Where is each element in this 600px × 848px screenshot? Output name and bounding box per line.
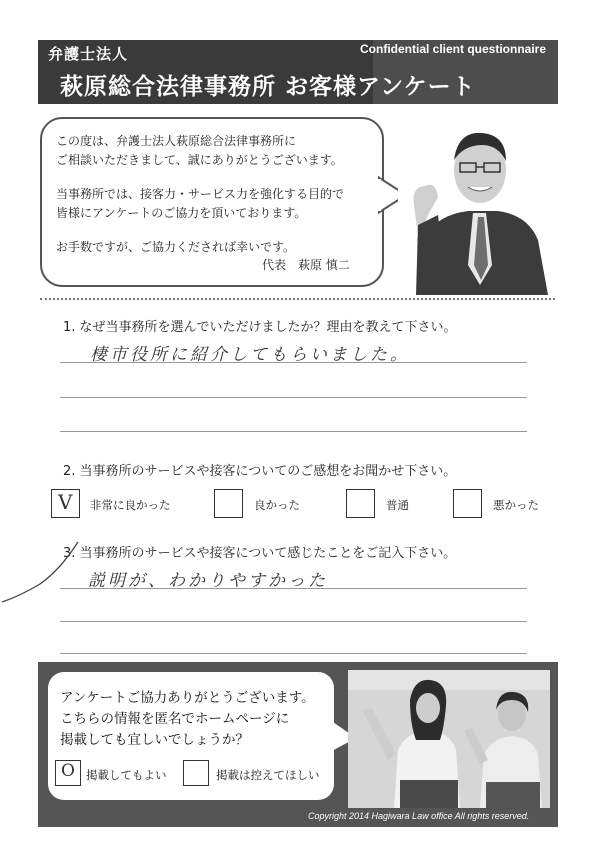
answer-line [60,653,527,654]
option-average-label: 普通 [386,498,409,512]
greeting-line: お手数ですが、ご協力くだされば幸いです。 [56,240,296,254]
option-very-good-label: 非常に良かった [90,498,171,512]
check-mark: O [61,761,75,781]
checkbox-good[interactable] [214,489,243,518]
consent-line: アンケートご協力ありがとうございます。 [60,690,315,706]
answer-line [60,621,527,622]
greeting-line: 当事務所では、接客力・サービス力を強化する目的で [56,187,345,201]
lawyer-portrait-image [398,115,558,295]
checkbox-bad[interactable] [453,489,482,518]
option-publish-no-label: 掲載は控えてほしい [216,768,320,782]
answer-line [60,588,527,589]
question-3-answer[interactable]: 説明が、わかりやすかった [88,571,328,591]
section-divider [40,298,555,300]
option-bad-label: 悪かった [493,498,539,512]
consent-line: こちらの情報を匿名でホームページに [60,711,290,727]
option-publish-ok-label: 掲載してもよい [86,768,167,782]
option-good-label: 良かった [254,498,300,512]
handwritten-stroke [0,540,80,606]
answer-line [60,362,527,363]
firm-type-label: 弁護士法人 [48,45,129,63]
consent-line: 掲載しても宜しいでしょうか？ [60,732,249,748]
question-2-text: 2. 当事務所のサービスや接客についてのご感想をお聞かせ下さい。 [63,464,457,479]
checkbox-average[interactable] [346,489,375,518]
answer-line [60,397,527,398]
greeting-line: ご相談いただきまして、誠にありがとうございます。 [56,153,343,167]
tagline: Confidential client questionnaire [360,42,547,56]
staff-photo [348,670,550,808]
question-1-answer[interactable]: 棲市役所に紹介してもらいました。 [90,345,410,365]
check-mark: V [58,490,73,514]
page-title: 萩原総合法律事務所 お客様アンケート [60,74,476,100]
checkbox-very-good[interactable] [51,489,80,518]
signature: 代表 萩原 慎二 [262,258,350,272]
question-3-text: 3. 当事務所のサービスや接客について感じたことをご記入下さい。 [63,546,457,561]
question-1-text: 1. なぜ当事務所を選んでいただけましたか？理由を教えて下さい。 [63,320,457,335]
answer-line [60,431,527,432]
checkbox-publish-no[interactable] [183,760,209,786]
copyright-notice: Copyright 2014 Hagiwara Law office All rights reserved. [308,811,530,821]
greeting-line: 皆様にアンケートのご協力を頂いております。 [56,206,307,220]
checkbox-publish-ok[interactable] [55,760,81,786]
greeting-line: この度は、弁護士法人萩原総合法律事務所に [56,134,297,148]
